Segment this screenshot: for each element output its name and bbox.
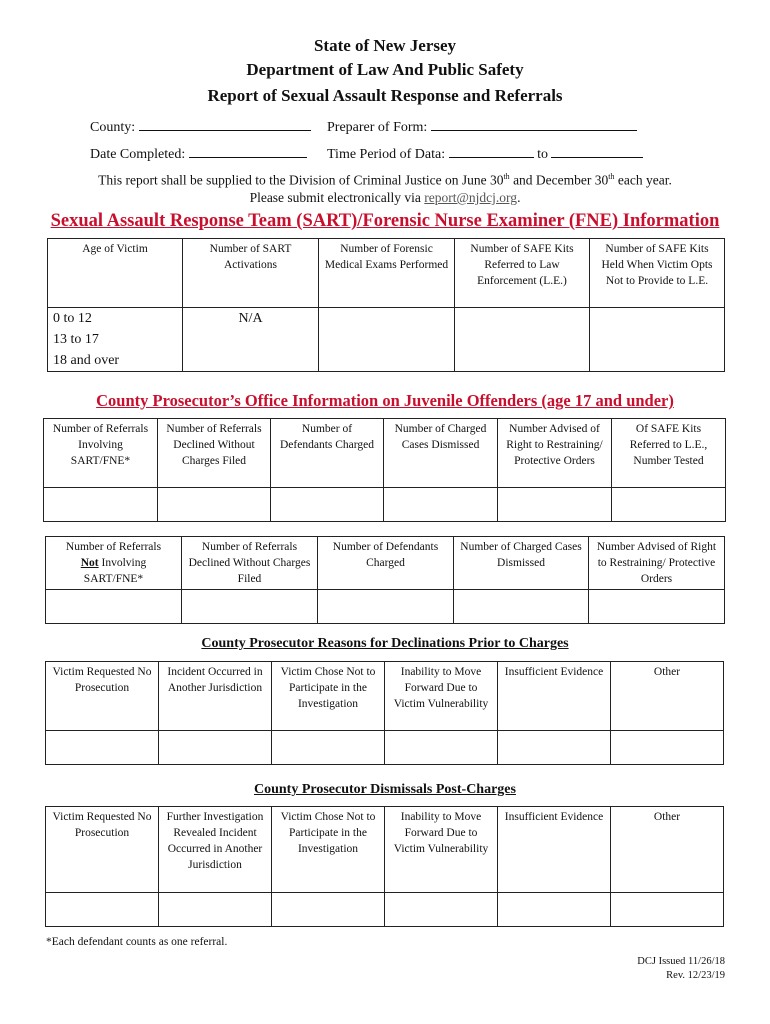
header-victim-vulnerability: Inability to Move Forward Due to Victim Vulnerability xyxy=(385,807,498,893)
sart-kits-held-cell[interactable] xyxy=(590,308,725,372)
header-advised-rights: Number Advised of Right to Restraining/ Protective Orders xyxy=(498,419,612,488)
state-title: State of New Jersey xyxy=(313,36,457,55)
age-row-18-over: 18 and over xyxy=(53,353,120,368)
dismissals-title: County Prosecutor Dismissals Post-Charges xyxy=(254,782,516,797)
header-victim-requested: Victim Requested No Prosecution xyxy=(46,662,159,731)
input-cell[interactable] xyxy=(611,893,724,927)
dismissals-table xyxy=(45,806,724,927)
email-link[interactable]: report@njdcj.org xyxy=(424,190,518,205)
input-cell[interactable] xyxy=(318,590,454,624)
input-cell[interactable] xyxy=(498,731,611,765)
sart-kits-referred-cell[interactable] xyxy=(455,308,590,372)
juvenile-non-sart-table xyxy=(45,536,725,624)
preparer-field[interactable] xyxy=(327,118,637,136)
juvenile-sart-table xyxy=(43,418,726,522)
time-period-end-blank[interactable] xyxy=(551,145,643,158)
department-title: Department of Law And Public Safety xyxy=(246,60,524,79)
header-other: Other xyxy=(611,662,724,731)
issued-date: DCJ Issued 11/26/18 xyxy=(637,956,725,967)
juvenile-non-sart-header-row xyxy=(46,537,725,590)
date-completed-label: Date Completed: xyxy=(90,147,186,162)
input-cell[interactable] xyxy=(498,488,612,522)
sart-data-row xyxy=(48,308,725,372)
declinations-title: County Prosecutor Reasons for Declinations Prior to Charges xyxy=(201,636,569,651)
header-referrals-declined: Number of Referrals Declined Without Charges Filed xyxy=(182,537,318,590)
dismissals-header-row xyxy=(46,807,724,893)
preparer-label: Preparer of Form: xyxy=(327,120,428,135)
header-another-jurisdiction: Incident Occurred in Another Jurisdiction xyxy=(159,662,272,731)
input-cell[interactable] xyxy=(611,731,724,765)
sart-section-title: Sexual Assault Response Team (SART)/Forensic Nurse Examiner (FNE) Information xyxy=(50,211,720,231)
header-victim-requested: Victim Requested No Prosecution xyxy=(46,807,159,893)
header-referrals-declined: Number of Referrals Declined Without Charges Filed xyxy=(158,419,271,488)
input-cell[interactable] xyxy=(44,488,158,522)
header-defendants-charged: Number of Defendants Charged xyxy=(271,419,384,488)
header-advised-rights: Number Advised of Right to Restraining/ Protective Orders xyxy=(589,537,725,590)
sart-exams-cell[interactable] xyxy=(319,308,455,372)
sart-header-row xyxy=(48,239,725,308)
input-cell[interactable] xyxy=(589,590,725,624)
header-other: Other xyxy=(611,807,724,893)
instructions-line2: Please submit electronically via report@njdcj.org. xyxy=(249,190,521,205)
preparer-blank[interactable] xyxy=(431,118,637,131)
input-cell[interactable] xyxy=(385,731,498,765)
input-cell[interactable] xyxy=(158,488,271,522)
input-cell[interactable] xyxy=(271,488,384,522)
time-period-start-blank[interactable] xyxy=(449,145,534,158)
header-defendants-charged: Number of Defendants Charged xyxy=(318,537,454,590)
juvenile-non-sart-data-row xyxy=(46,590,725,624)
header-cases-dismissed: Number of Charged Cases Dismissed xyxy=(454,537,589,590)
input-cell[interactable] xyxy=(46,590,182,624)
sart-activations-cell[interactable]: N/A xyxy=(183,308,319,372)
revision-date: Rev. 12/23/19 xyxy=(666,970,725,981)
header-further-investigation: Further Investigation Revealed Incident Occurred in Another Jurisdiction xyxy=(159,807,272,893)
header-insufficient-evidence: Insufficient Evidence xyxy=(498,662,611,731)
input-cell[interactable] xyxy=(498,893,611,927)
input-cell[interactable] xyxy=(612,488,726,522)
input-cell[interactable] xyxy=(272,893,385,927)
sart-header-exams: Number of Forensic Medical Exams Performed xyxy=(319,239,455,308)
county-field[interactable] xyxy=(90,118,311,136)
sart-header-kits-referred: Number of SAFE Kits Referred to Law Enforcement (L.E.) xyxy=(455,239,590,308)
to-label: to xyxy=(537,147,548,162)
prosecutor-section-title: County Prosecutor’s Office Information on Juvenile Offenders (age 17 and under) xyxy=(96,391,674,410)
age-row-0-12: 0 to 12 xyxy=(53,311,92,326)
dismissals-data-row xyxy=(46,893,724,927)
header-insufficient-evidence: Insufficient Evidence xyxy=(498,807,611,893)
input-cell[interactable] xyxy=(385,893,498,927)
county-label: County: xyxy=(90,120,136,135)
input-cell[interactable] xyxy=(159,731,272,765)
juvenile-sart-header-row xyxy=(44,419,726,488)
time-period-field[interactable] xyxy=(327,145,643,163)
input-cell[interactable] xyxy=(182,590,318,624)
sart-header-age: Age of Victim xyxy=(48,239,183,308)
instructions-line1: This report shall be supplied to the Division of Criminal Justice on June 30th and December 30th each year. xyxy=(98,172,672,188)
report-title: Report of Sexual Assault Response and Referrals xyxy=(207,86,563,105)
footnote: *Each defendant counts as one referral. xyxy=(46,936,228,948)
sart-header-activations: Number of SART Activations xyxy=(183,239,319,308)
input-cell[interactable] xyxy=(384,488,498,522)
juvenile-sart-data-row xyxy=(44,488,726,522)
time-period-label: Time Period of Data: xyxy=(327,147,446,162)
sart-header-kits-held: Number of SAFE Kits Held When Victim Opts Not to Provide to L.E. xyxy=(590,239,725,308)
declinations-table xyxy=(45,661,724,765)
header-cases-dismissed: Number of Charged Cases Dismissed xyxy=(384,419,498,488)
header-referrals-involving: Number of Referrals Involving SART/FNE* xyxy=(44,419,158,488)
sart-age-cell xyxy=(48,308,183,372)
header-referrals-not-involving: Number of Referrals Not Involving SART/FNE* xyxy=(46,537,182,590)
sart-table xyxy=(47,238,725,372)
declinations-data-row xyxy=(46,731,724,765)
issued-info xyxy=(637,955,725,983)
input-cell[interactable] xyxy=(272,731,385,765)
header-victim-chose-not: Victim Chose Not to Participate in the Investigation xyxy=(272,662,385,731)
county-blank[interactable] xyxy=(139,118,311,131)
date-completed-field[interactable] xyxy=(90,145,307,163)
input-cell[interactable] xyxy=(159,893,272,927)
input-cell[interactable] xyxy=(46,731,159,765)
declinations-header-row xyxy=(46,662,724,731)
date-completed-blank[interactable] xyxy=(189,145,307,158)
header-victim-vulnerability: Inability to Move Forward Due to Victim Vulnerability xyxy=(385,662,498,731)
header-victim-chose-not: Victim Chose Not to Participate in the Investigation xyxy=(272,807,385,893)
not-emphasis: Not xyxy=(80,557,99,569)
age-row-13-17: 13 to 17 xyxy=(53,332,99,347)
input-cell[interactable] xyxy=(46,893,159,927)
input-cell[interactable] xyxy=(454,590,589,624)
header-kits-tested: Of SAFE Kits Referred to L.E., Number Tested xyxy=(612,419,726,488)
